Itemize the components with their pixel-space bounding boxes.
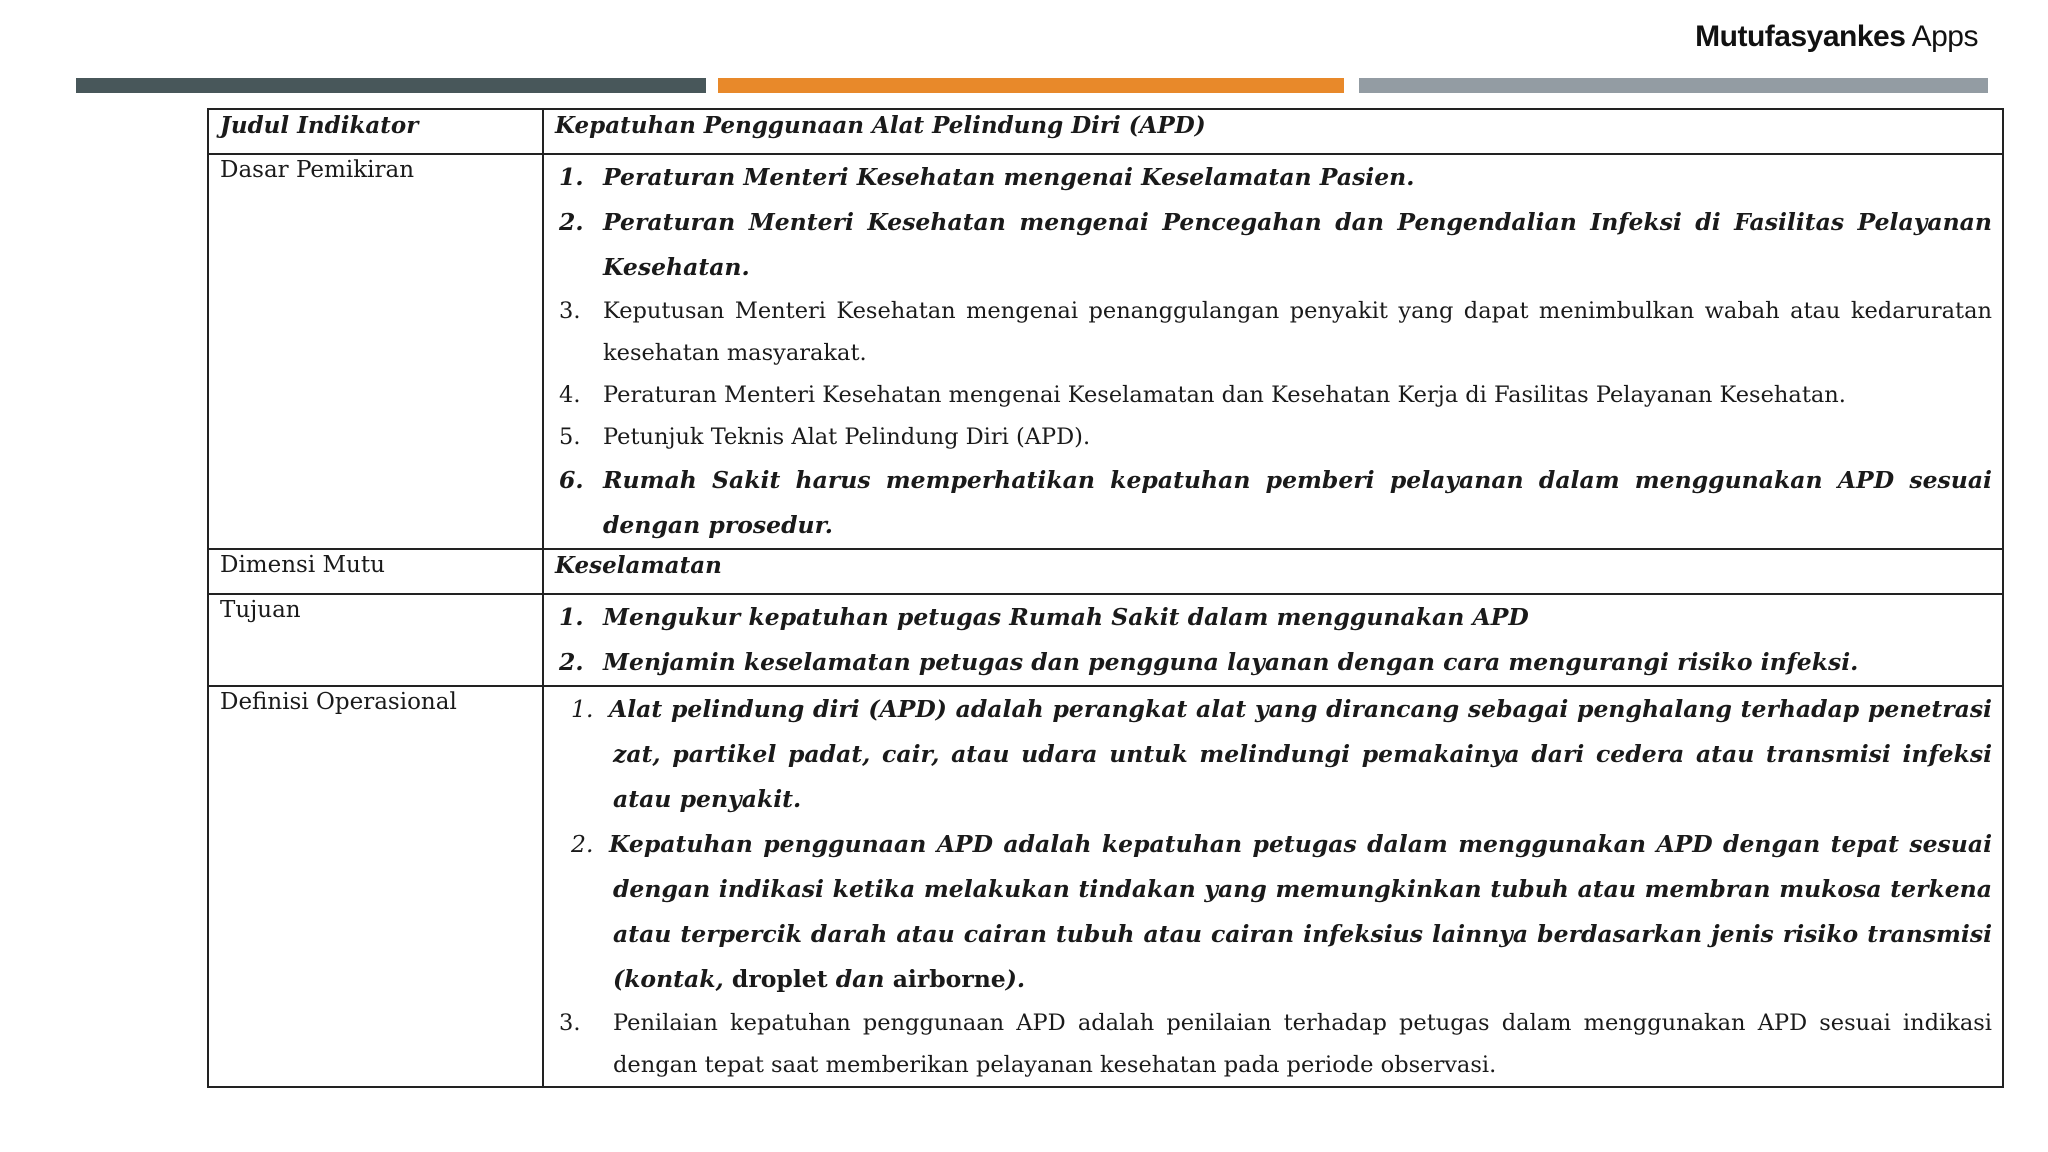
list-item <box>555 822 1992 1002</box>
tujuan-value <box>543 594 2003 686</box>
tujuan-list <box>555 595 1992 685</box>
item-number: 4. <box>559 382 581 408</box>
list-item <box>555 595 1992 640</box>
row-judul <box>208 109 2003 154</box>
item-text: Kepatuhan penggunaan APD adalah kepatuhan petugas dalam menggunakan APD dengan tepat sesuai dengan indikasi ketika melakukan tindakan yang memungkinkan tubuh atau membran mukosa terkena atau terpercik darah atau cairan tubuh atau cairan infeksius lainnya berdasarkan jenis risiko transmisi (kontak, <box>609 830 1992 993</box>
item-text: Peraturan Menteri Kesehatan mengenai Keselamatan dan Kesehatan Kerja di Fasilitas Pelayanan Kesehatan. <box>603 382 1846 408</box>
item-number: 2. <box>559 208 584 236</box>
item-number: 5. <box>559 424 581 450</box>
definisi-list <box>555 687 1992 1086</box>
list-item <box>555 640 1992 685</box>
tujuan-label: Tujuan <box>208 594 543 686</box>
item-text: Rumah Sakit harus memperhatikan kepatuhan pemberi pelayanan dalam menggunakan APD sesuai dengan prosedur. <box>603 466 1992 539</box>
header-bar-orange <box>718 78 1344 93</box>
dimensi-label: Dimensi Mutu <box>208 549 543 594</box>
item-text: Mengukur kepatuhan petugas Rumah Sakit dalam menggunakan APD <box>603 603 1529 631</box>
item-text: Keputusan Menteri Kesehatan mengenai penanggulangan penyakit yang dapat menimbulkan wabah atau kedaruratan kesehatan masyarakat. <box>603 298 1992 366</box>
definisi-label: Definisi Operasional <box>208 686 543 1087</box>
item-text: Peraturan Menteri Kesehatan mengenai Keselamatan Pasien. <box>603 163 1415 191</box>
item-text: Peraturan Menteri Kesehatan mengenai Pencegahan dan Pengendalian Infeksi di Fasilitas Pelayanan Kesehatan. <box>603 208 1992 281</box>
item-number: 3. <box>559 1010 581 1036</box>
indicator-table <box>207 108 2004 1088</box>
item-text-end: ). <box>1005 965 1026 993</box>
list-item <box>555 374 1992 416</box>
dasar-value <box>543 154 2003 549</box>
list-item <box>555 290 1992 374</box>
item-text: Alat pelindung diri (APD) adalah perangkat alat yang dirancang sebagai penghalang terhadap penetrasi zat, partikel padat, cair, atau udara untuk melindungi pemakainya dari cedera atau transmisi infeksi atau penyakit. <box>609 695 1992 813</box>
judul-value: Kepatuhan Penggunaan Alat Pelindung Diri (APD) <box>543 109 2003 154</box>
brand-title <box>1695 20 1978 54</box>
item-number: 1. <box>559 603 584 631</box>
row-dasar <box>208 154 2003 549</box>
list-item <box>555 458 1992 548</box>
item-number: 2. <box>559 648 584 676</box>
dasar-list <box>555 155 1992 548</box>
item-term-droplet: droplet <box>731 965 828 993</box>
header-bar-dark <box>76 78 706 93</box>
row-dimensi <box>208 549 2003 594</box>
header-bar-gray <box>1359 78 1988 93</box>
list-item <box>555 200 1992 290</box>
judul-label: Judul Indikator <box>208 109 543 154</box>
row-tujuan <box>208 594 2003 686</box>
list-item <box>555 1002 1992 1086</box>
item-text: Petunjuk Teknis Alat Pelindung Diri (APD). <box>603 424 1091 450</box>
item-number: 1. <box>559 163 584 191</box>
brand-normal: Apps <box>1911 20 1978 53</box>
list-item <box>555 416 1992 458</box>
dasar-label: Dasar Pemikiran <box>208 154 543 549</box>
item-text-dan: dan <box>835 965 885 993</box>
dimensi-value: Keselamatan <box>543 549 2003 594</box>
item-text: Menjamin keselamatan petugas dan pengguna layanan dengan cara mengurangi risiko infeksi. <box>603 648 1859 676</box>
item-number: 6. <box>559 466 584 494</box>
brand-bold: Mutufasyankes <box>1695 20 1906 53</box>
row-definisi <box>208 686 2003 1087</box>
definisi-value <box>543 686 2003 1087</box>
item-term-airborne: airborne <box>892 965 1006 993</box>
item-number: 3. <box>559 298 581 324</box>
list-item <box>555 155 1992 200</box>
item-number: 2. <box>571 830 594 858</box>
item-text: Penilaian kepatuhan penggunaan APD adalah penilaian terhadap petugas dalam menggunakan APD sesuai indikasi dengan tepat saat memberikan pelayanan kesehatan pada periode observasi. <box>613 1010 1992 1078</box>
list-item <box>555 687 1992 822</box>
item-number: 1. <box>571 695 594 723</box>
